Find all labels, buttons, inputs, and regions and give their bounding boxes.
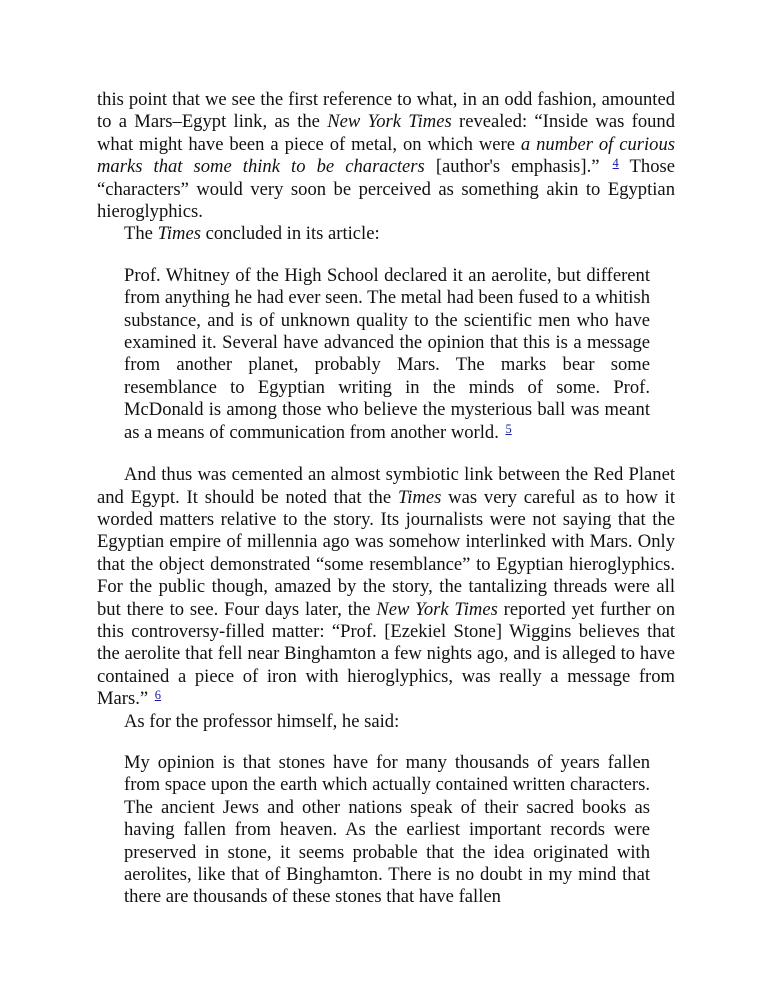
newspaper-title: New York Times (376, 598, 498, 620)
paragraph-3-text-b: was very careful as to how it worded matters relative to the story. Its journalists were not saying that the Egyptian empire of millennia ago was somehow interlinked with Mars. Only that the object demonstrated “some resemblance” to Egyptian hieroglyphics. For the public though, amazed by the story, the tantalizing threads were all but there to see. Four days later, the (97, 486, 675, 620)
document-page (97, 89, 675, 929)
paragraph-2-text-a: The (124, 223, 158, 245)
footnote-link-6[interactable]: 6 (154, 688, 162, 703)
paragraph-3-text-c: reported yet further on this controversy-filled matter: “Prof. [Ezekiel Stone] Wiggins believes that the aerolite that fell near Binghamton a few nights ago, and is alleged to have contained a piece of iron with hieroglyphics, was really a message from Mars.” (97, 598, 676, 710)
block-quote-1-text: Prof. Whitney of the High School declared it an aerolite, but different from anything he had ever seen. The metal had been fused to a whitish substance, and is of unknown quality to the scientific men who have examined it. Several have advanced the opinion that this is a message from another planet, probably Mars. The marks bear some resemblance to Egyptian writing in the minds of some. Prof. McDonald is among those who believe the mysterious ball was meant as a means of communication from another world. (124, 264, 650, 443)
paragraph-1 (97, 89, 675, 223)
footnote-link-5[interactable]: 5 (505, 421, 512, 436)
block-quote-2 (124, 752, 650, 909)
paragraph-1-text-a: this point that we see the first reference to what, in an odd fashion, amounted to a Mars–Egypt link, as the (97, 89, 675, 133)
paragraph-1-text-b: revealed: “Inside was found what might have been a piece of metal, on which were (97, 111, 676, 155)
footnote-link-4[interactable]: 4 (612, 156, 619, 171)
emphasized-quote: a number of curious marks that some think to be characters (97, 133, 676, 178)
paragraph-1-text-d: Those “characters” would very soon be perceived as something akin to Egyptian hieroglyphics. (97, 156, 675, 223)
block-quote-2-text: My opinion is that stones have for many thousands of years fallen from space upon the earth which actually contained written characters. The ancient Jews and other nations speak of their sacred books as having fallen from heaven. As the earliest important records were preserved in stone, it seems probable that the idea originated with aerolites, like that of Binghamton. There is no doubt in my mind that there are thousands of these stones that have fallen (124, 751, 650, 908)
newspaper-title: New York Times (327, 111, 452, 133)
paragraph-4 (97, 711, 675, 733)
paragraph-1-text-c: [author's emphasis].” (424, 156, 611, 178)
block-quote-1 (124, 265, 650, 444)
paragraph-3 (97, 464, 675, 710)
newspaper-title: Times (397, 486, 442, 508)
paragraph-3-text-a: And thus was cemented an almost symbiotic link between the Red Planet and Egypt. It should be noted that the (97, 464, 675, 508)
newspaper-title: Times (157, 223, 201, 245)
paragraph-2-text-b: concluded in its article: (200, 223, 380, 245)
paragraph-2 (97, 223, 675, 245)
paragraph-4-text: As for the professor himself, he said: (124, 710, 400, 732)
